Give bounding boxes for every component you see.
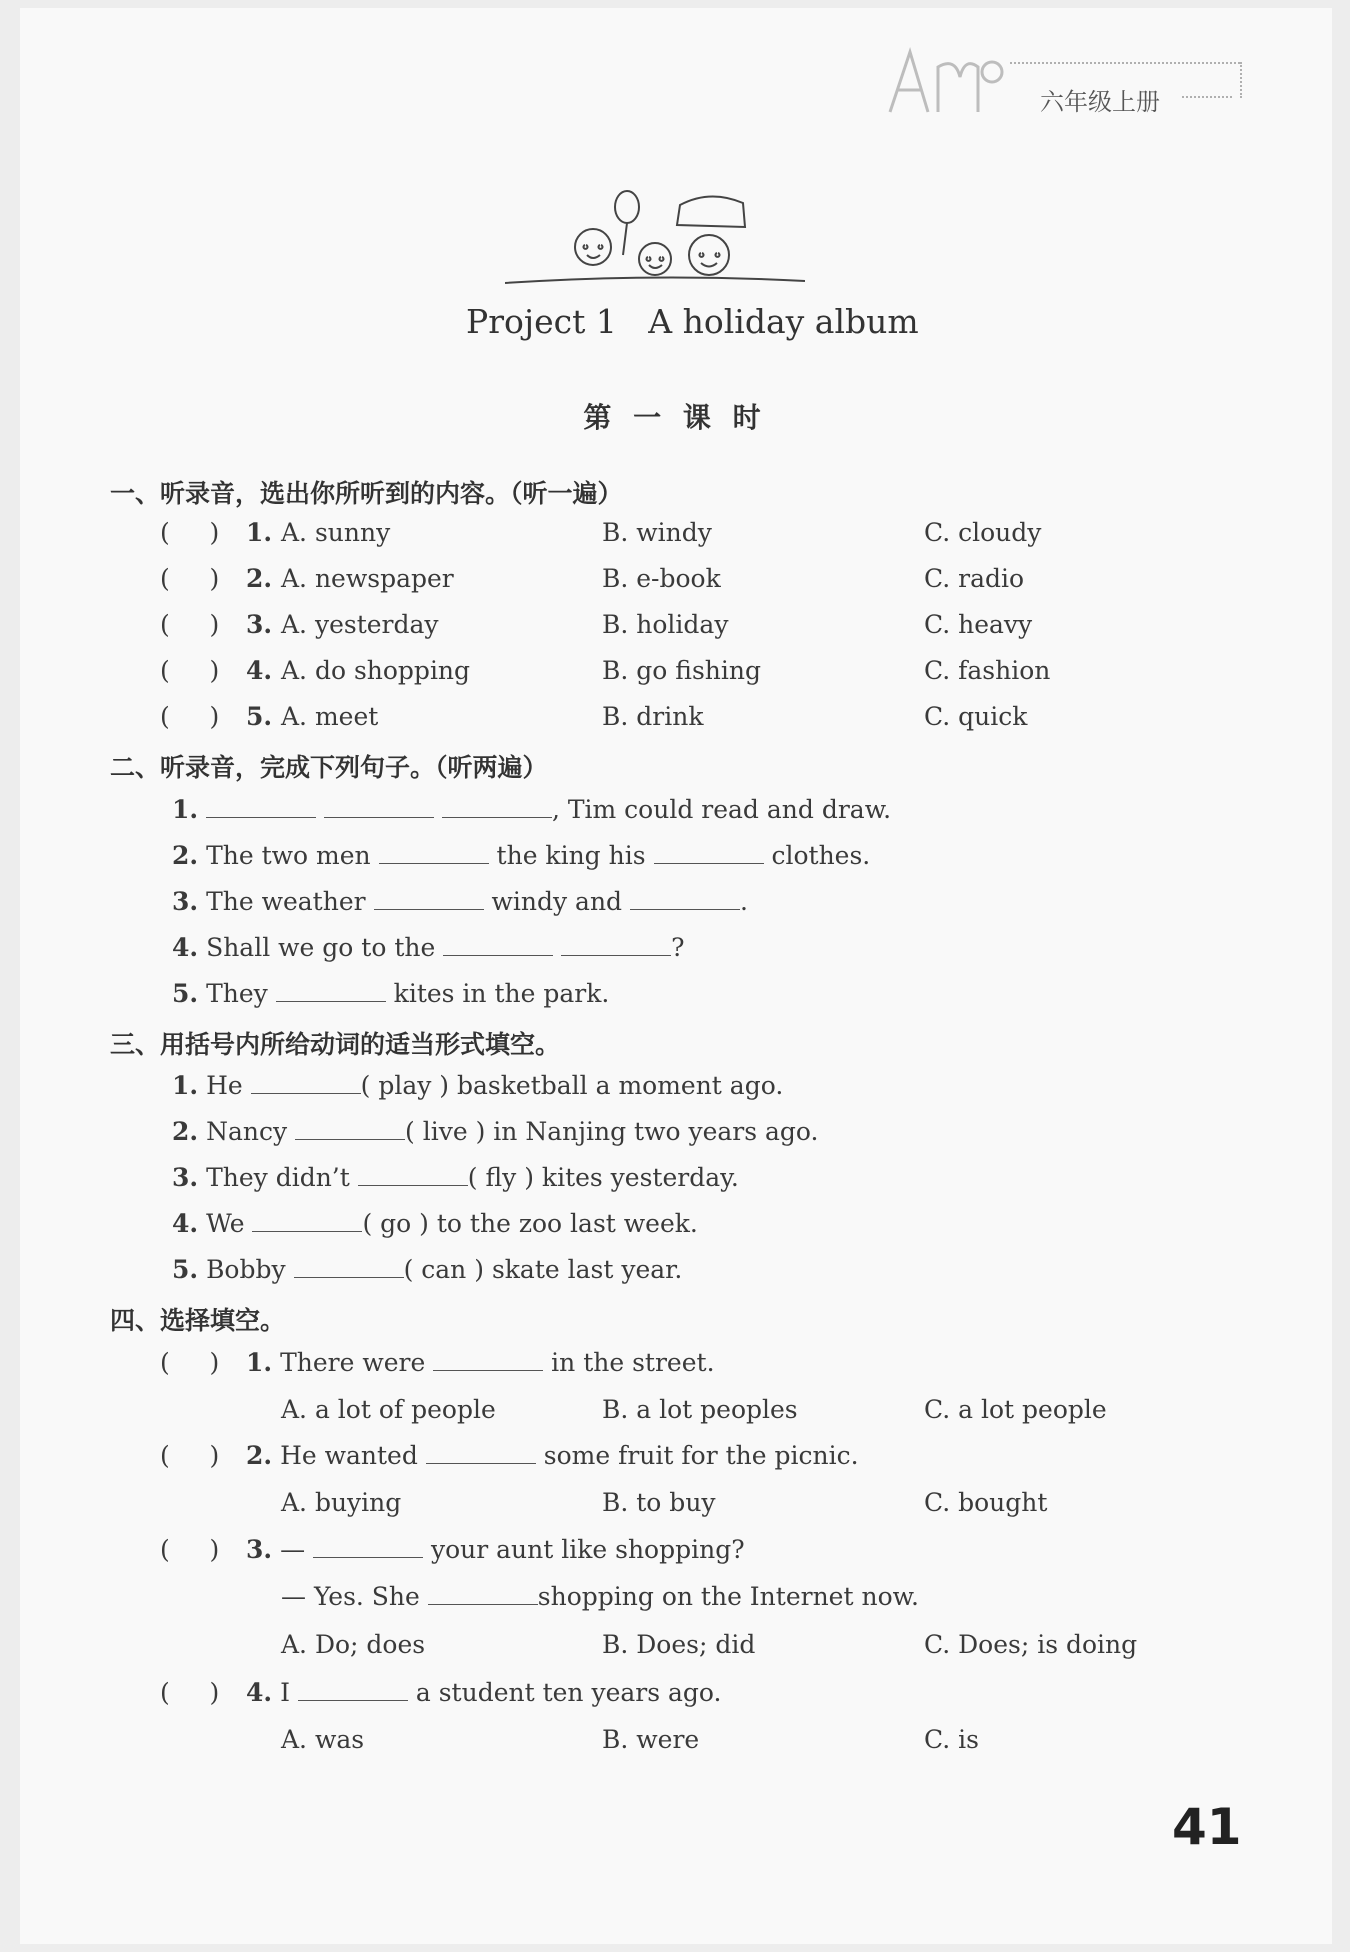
- answer-paren: ( ): [160, 1535, 220, 1564]
- question-text: in the street.: [551, 1348, 715, 1377]
- item-number: 2.: [246, 564, 273, 593]
- answer-paren: ( ): [160, 1441, 220, 1470]
- item-number: 1.: [246, 1348, 273, 1377]
- option-b: B. were: [602, 1725, 700, 1754]
- section1-heading: 一、听录音，选出你所听到的内容。（听一遍）: [110, 479, 623, 508]
- book-logo-icon: [880, 42, 1010, 122]
- item-number: 5.: [246, 702, 273, 731]
- choice-question-2: [246, 1441, 859, 1470]
- answer-paren: ( ): [160, 1348, 220, 1377]
- blank[interactable]: [298, 1678, 408, 1701]
- question-text: your aunt like shopping?: [430, 1535, 745, 1564]
- blank[interactable]: [433, 1348, 543, 1371]
- verb-item-5: [172, 1255, 682, 1284]
- verb-hint: ( play ): [360, 1071, 450, 1100]
- sentence-text: The two men: [206, 841, 371, 870]
- option-a: A. was: [281, 1725, 365, 1754]
- item-text: Nancy: [206, 1117, 288, 1146]
- section4-heading: 四、选择填空。: [110, 1306, 286, 1335]
- choice-question-3-reply: [281, 1582, 919, 1611]
- item-number: 2.: [172, 841, 199, 870]
- grade-label: 六年级上册: [1040, 88, 1160, 116]
- verb-hint: ( can ): [403, 1255, 484, 1284]
- item-text: He: [206, 1071, 243, 1100]
- choice-question-3: [246, 1535, 745, 1564]
- answer-paren: ( ): [160, 564, 220, 593]
- option-c: C. Does; is doing: [924, 1630, 1138, 1659]
- option-a: A. newspaper: [281, 564, 454, 593]
- item-text: We: [206, 1209, 245, 1238]
- question-text: shopping on the Internet now.: [537, 1582, 919, 1611]
- item-number: 2.: [246, 1441, 273, 1470]
- blank[interactable]: [630, 887, 740, 910]
- option-b: B. to buy: [602, 1488, 716, 1517]
- option-c: C. bought: [924, 1488, 1048, 1517]
- option-c: C. cloudy: [924, 518, 1042, 547]
- sentence-text: The weather: [206, 887, 366, 916]
- option-b: B. holiday: [602, 610, 729, 639]
- option-a: A. a lot of people: [281, 1395, 496, 1424]
- item-number: 5.: [172, 1255, 199, 1284]
- blank[interactable]: [428, 1582, 538, 1605]
- blank[interactable]: [426, 1441, 536, 1464]
- option-c: C. heavy: [924, 610, 1033, 639]
- item-text: skate last year.: [491, 1255, 683, 1284]
- item-number: 3.: [246, 610, 273, 639]
- section3-heading: 三、用括号内所给动词的适当形式填空。: [110, 1030, 561, 1059]
- verb-hint: ( go ): [362, 1209, 429, 1238]
- item-number: 4.: [246, 656, 273, 685]
- header-dotted-tail: [1182, 96, 1232, 98]
- blank[interactable]: [654, 841, 764, 864]
- option-c: C. radio: [924, 564, 1025, 593]
- item-text: basketball a moment ago.: [457, 1071, 784, 1100]
- blank[interactable]: [276, 979, 386, 1002]
- blank[interactable]: [251, 1071, 361, 1094]
- question-text: There were: [280, 1348, 426, 1377]
- verb-item-1: [172, 1071, 783, 1100]
- sentence-4: [172, 933, 685, 962]
- option-a: A. sunny: [281, 518, 391, 547]
- option-a: A. Do; does: [281, 1630, 426, 1659]
- option-b: B. a lot peoples: [602, 1395, 798, 1424]
- verb-item-2: [172, 1117, 818, 1146]
- blank[interactable]: [561, 933, 671, 956]
- item-number: 4.: [172, 1209, 199, 1238]
- question-text: I: [280, 1678, 290, 1707]
- option-b: B. windy: [602, 518, 712, 547]
- answer-paren: ( ): [160, 610, 220, 639]
- option-c: C. is: [924, 1725, 979, 1754]
- sentence-2: [172, 841, 870, 870]
- sentence-text: ?: [671, 933, 685, 962]
- section2-heading: 二、听录音，完成下列句子。（听两遍）: [110, 753, 548, 782]
- item-text: to the zoo last week.: [436, 1209, 698, 1238]
- sentence-text: Shall we go to the: [206, 933, 436, 962]
- option-b: B. e-book: [602, 564, 721, 593]
- sentence-1: [172, 795, 891, 824]
- blank[interactable]: [206, 795, 316, 818]
- option-a: A. meet: [281, 702, 379, 731]
- item-number: 3.: [246, 1535, 273, 1564]
- question-text: He wanted: [280, 1441, 418, 1470]
- blank[interactable]: [295, 1117, 405, 1140]
- item-number: 4.: [172, 933, 199, 962]
- item-number: 4.: [246, 1678, 273, 1707]
- answer-paren: ( ): [160, 656, 220, 685]
- blank[interactable]: [313, 1535, 423, 1558]
- blank[interactable]: [442, 795, 552, 818]
- question-text: —: [280, 1535, 306, 1564]
- sentence-3: [172, 887, 748, 916]
- answer-paren: ( ): [160, 518, 220, 547]
- option-c: C. a lot people: [924, 1395, 1107, 1424]
- verb-item-3: [172, 1163, 739, 1192]
- sentence-text: , Tim could read and draw.: [551, 795, 892, 824]
- sentence-text: clothes.: [771, 841, 871, 870]
- children-illustration-icon: [505, 185, 805, 295]
- blank[interactable]: [374, 887, 484, 910]
- blank[interactable]: [358, 1163, 468, 1186]
- blank[interactable]: [324, 795, 434, 818]
- blank[interactable]: [252, 1209, 362, 1232]
- item-number: 1.: [172, 795, 199, 824]
- item-number: 1.: [246, 518, 273, 547]
- choice-question-4: [246, 1678, 722, 1707]
- answer-paren: ( ): [160, 702, 220, 731]
- item-number: 3.: [172, 1163, 199, 1192]
- item-number: 5.: [172, 979, 199, 1008]
- blank[interactable]: [379, 841, 489, 864]
- item-text: They didn’t: [206, 1163, 350, 1192]
- sentence-5: [172, 979, 609, 1008]
- option-b: B. Does; did: [602, 1630, 756, 1659]
- option-b: B. drink: [602, 702, 704, 731]
- item-number: 3.: [172, 887, 199, 916]
- option-c: C. quick: [924, 702, 1028, 731]
- verb-hint: ( fly ): [467, 1163, 534, 1192]
- item-text: in Nanjing two years ago.: [493, 1117, 819, 1146]
- blank[interactable]: [294, 1255, 404, 1278]
- header-dotted-rule-right: [1240, 62, 1242, 98]
- question-text: some fruit for the picnic.: [543, 1441, 859, 1470]
- choice-question-1: [246, 1348, 715, 1377]
- item-number: 1.: [172, 1071, 199, 1100]
- sentence-text: the king his: [496, 841, 646, 870]
- sentence-text: windy and: [491, 887, 623, 916]
- verb-item-4: [172, 1209, 698, 1238]
- option-c: C. fashion: [924, 656, 1051, 685]
- option-a: A. buying: [281, 1488, 402, 1517]
- sentence-text: .: [740, 887, 748, 916]
- page-number: 41: [1172, 1798, 1242, 1856]
- page-title: Project 1 A holiday album: [466, 302, 919, 341]
- option-a: A. yesterday: [281, 610, 439, 639]
- option-b: B. go fishing: [602, 656, 761, 685]
- verb-hint: ( live ): [405, 1117, 486, 1146]
- header-dotted-rule: [1010, 62, 1240, 64]
- question-text: — Yes. She: [281, 1582, 420, 1611]
- blank[interactable]: [443, 933, 553, 956]
- answer-paren: ( ): [160, 1678, 220, 1707]
- sentence-text: They: [206, 979, 268, 1008]
- item-text: Bobby: [206, 1255, 286, 1284]
- sentence-text: kites in the park.: [393, 979, 610, 1008]
- option-a: A. do shopping: [281, 656, 471, 685]
- item-text: kites yesterday.: [541, 1163, 739, 1192]
- question-text: a student ten years ago.: [415, 1678, 722, 1707]
- lesson-title: 第 一 课 时: [583, 401, 767, 434]
- item-number: 2.: [172, 1117, 199, 1146]
